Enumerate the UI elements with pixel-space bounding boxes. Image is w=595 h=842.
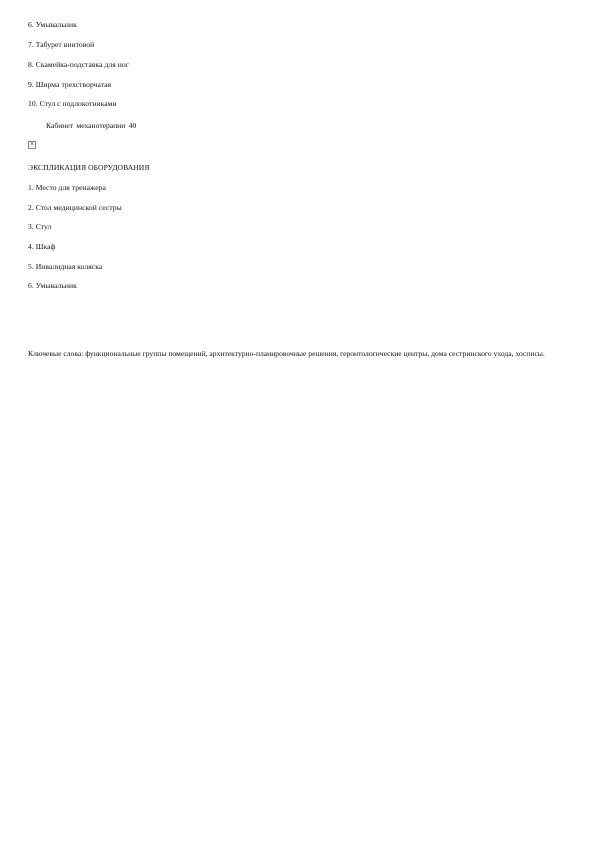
keywords-paragraph: Ключевые слова: функциональные группы помещений, архитектурно-планировочные решения, геронтологические центры, дома сестринского ухода, хосписы. — [28, 349, 545, 358]
list-item-screw-stool: 7. Табурет винтовой — [28, 40, 95, 49]
equipment-item-trainer-place: 1. Место для тренажера — [28, 183, 106, 192]
cabinet-title: Кабинет механотерапии 40 — [46, 121, 137, 130]
list-item-folding-screen: 9. Ширма трехстворчатая — [28, 80, 112, 89]
equipment-item-washbasin: 6. Умывальник — [28, 281, 77, 290]
equipment-item-chair: 3. Стул — [28, 222, 52, 231]
list-item-washbasin-top: 6. Умывальник — [28, 20, 77, 29]
equipment-item-cabinet: 4. Шкаф — [28, 242, 56, 251]
explication-heading: ЭКСПЛИКАЦИЯ ОБОРУДОВАНИЯ — [28, 163, 150, 172]
list-item-armchair: 10. Стул с подлокотниками — [28, 99, 117, 108]
equipment-item-wheelchair: 5. Инвалидная коляска — [28, 262, 103, 271]
broken-image-mark: × — [29, 140, 35, 148]
broken-image-icon — [28, 141, 36, 149]
equipment-item-nurse-table: 2. Стол медицинской сестры — [28, 203, 122, 212]
list-item-footrest-bench: 8. Скамейка-подставка для ног — [28, 60, 129, 69]
